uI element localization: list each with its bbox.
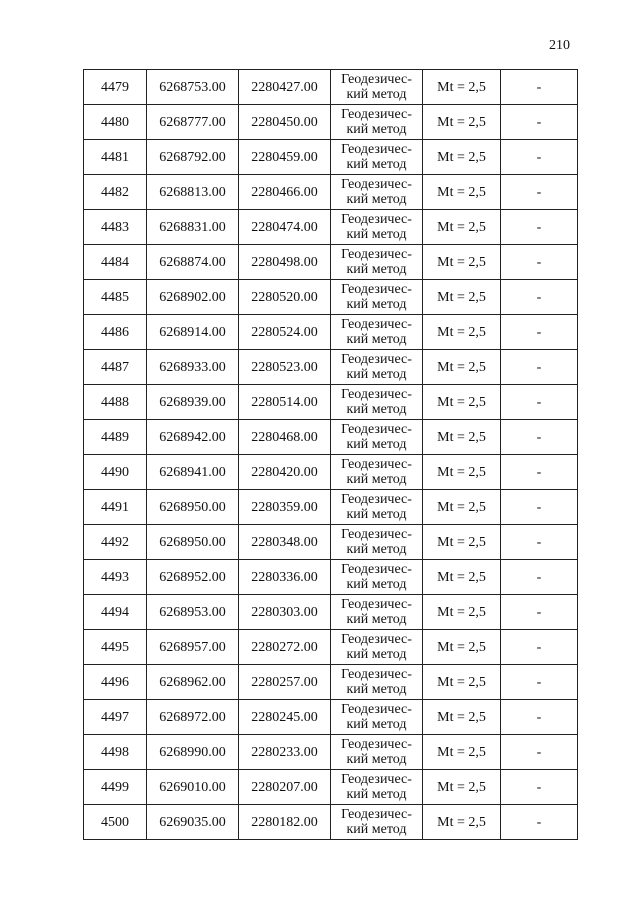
x-coordinate-cell: 6268753.00 [147,70,239,105]
method-cell: Геодезичес- кий метод [331,805,423,840]
point-number-cell: 4479 [84,70,147,105]
note-cell: - [501,525,578,560]
accuracy-cell: Mt = 2,5 [423,315,501,350]
method-cell: Геодезичес- кий метод [331,560,423,595]
method-cell: Геодезичес- кий метод [331,175,423,210]
x-coordinate-cell: 6268777.00 [147,105,239,140]
method-cell: Геодезичес- кий метод [331,105,423,140]
y-coordinate-cell: 2280523.00 [239,350,331,385]
point-number-cell: 4487 [84,350,147,385]
y-coordinate-cell: 2280272.00 [239,630,331,665]
method-cell: Геодезичес- кий метод [331,350,423,385]
method-cell: Геодезичес- кий метод [331,770,423,805]
y-coordinate-cell: 2280207.00 [239,770,331,805]
point-number-cell: 4498 [84,735,147,770]
accuracy-cell: Mt = 2,5 [423,210,501,245]
note-cell: - [501,280,578,315]
y-coordinate-cell: 2280182.00 [239,805,331,840]
table-row [84,175,578,210]
y-coordinate-cell: 2280359.00 [239,490,331,525]
y-coordinate-cell: 2280498.00 [239,245,331,280]
note-cell: - [501,245,578,280]
point-number-cell: 4496 [84,665,147,700]
point-number-cell: 4494 [84,595,147,630]
x-coordinate-cell: 6268914.00 [147,315,239,350]
accuracy-cell: Mt = 2,5 [423,280,501,315]
y-coordinate-cell: 2280524.00 [239,315,331,350]
method-cell: Геодезичес- кий метод [331,700,423,735]
table-row [84,350,578,385]
point-number-cell: 4489 [84,420,147,455]
table-row [84,140,578,175]
note-cell: - [501,420,578,455]
x-coordinate-cell: 6268957.00 [147,630,239,665]
method-cell: Геодезичес- кий метод [331,210,423,245]
x-coordinate-cell: 6268990.00 [147,735,239,770]
note-cell: - [501,770,578,805]
x-coordinate-cell: 6268950.00 [147,525,239,560]
accuracy-cell: Mt = 2,5 [423,175,501,210]
table-row [84,630,578,665]
x-coordinate-cell: 6268813.00 [147,175,239,210]
method-cell: Геодезичес- кий метод [331,70,423,105]
y-coordinate-cell: 2280514.00 [239,385,331,420]
x-coordinate-cell: 6269010.00 [147,770,239,805]
table-row [84,420,578,455]
table-row [84,455,578,490]
table-row [84,525,578,560]
table-row [84,560,578,595]
x-coordinate-cell: 6268939.00 [147,385,239,420]
y-coordinate-cell: 2280474.00 [239,210,331,245]
method-cell: Геодезичес- кий метод [331,280,423,315]
note-cell: - [501,490,578,525]
table-row [84,245,578,280]
method-cell: Геодезичес- кий метод [331,490,423,525]
table-row [84,490,578,525]
accuracy-cell: Mt = 2,5 [423,700,501,735]
point-number-cell: 4485 [84,280,147,315]
x-coordinate-cell: 6268972.00 [147,700,239,735]
note-cell: - [501,140,578,175]
point-number-cell: 4482 [84,175,147,210]
accuracy-cell: Mt = 2,5 [423,735,501,770]
table-row [84,735,578,770]
y-coordinate-cell: 2280348.00 [239,525,331,560]
note-cell: - [501,700,578,735]
point-number-cell: 4481 [84,140,147,175]
accuracy-cell: Mt = 2,5 [423,455,501,490]
point-number-cell: 4484 [84,245,147,280]
y-coordinate-cell: 2280245.00 [239,700,331,735]
table-row [84,315,578,350]
accuracy-cell: Mt = 2,5 [423,245,501,280]
method-cell: Геодезичес- кий метод [331,665,423,700]
point-number-cell: 4486 [84,315,147,350]
y-coordinate-cell: 2280520.00 [239,280,331,315]
coordinates-table [83,69,578,840]
x-coordinate-cell: 6268792.00 [147,140,239,175]
table-row [84,770,578,805]
note-cell: - [501,630,578,665]
x-coordinate-cell: 6268953.00 [147,595,239,630]
x-coordinate-cell: 6268962.00 [147,665,239,700]
note-cell: - [501,175,578,210]
table-row [84,105,578,140]
note-cell: - [501,315,578,350]
accuracy-cell: Mt = 2,5 [423,665,501,700]
table-row [84,595,578,630]
note-cell: - [501,735,578,770]
accuracy-cell: Mt = 2,5 [423,385,501,420]
point-number-cell: 4488 [84,385,147,420]
point-number-cell: 4480 [84,105,147,140]
point-number-cell: 4497 [84,700,147,735]
x-coordinate-cell: 6268950.00 [147,490,239,525]
page-number: 210 [549,38,570,53]
note-cell: - [501,350,578,385]
method-cell: Геодезичес- кий метод [331,455,423,490]
y-coordinate-cell: 2280233.00 [239,735,331,770]
method-cell: Геодезичес- кий метод [331,630,423,665]
table-row [84,665,578,700]
note-cell: - [501,455,578,490]
table-row [84,385,578,420]
method-cell: Геодезичес- кий метод [331,420,423,455]
note-cell: - [501,665,578,700]
method-cell: Геодезичес- кий метод [331,525,423,560]
x-coordinate-cell: 6268831.00 [147,210,239,245]
x-coordinate-cell: 6268941.00 [147,455,239,490]
point-number-cell: 4483 [84,210,147,245]
point-number-cell: 4495 [84,630,147,665]
table-row [84,70,578,105]
accuracy-cell: Mt = 2,5 [423,140,501,175]
y-coordinate-cell: 2280257.00 [239,665,331,700]
point-number-cell: 4492 [84,525,147,560]
table-body [84,70,578,840]
note-cell: - [501,805,578,840]
x-coordinate-cell: 6268952.00 [147,560,239,595]
table-row [84,280,578,315]
y-coordinate-cell: 2280336.00 [239,560,331,595]
x-coordinate-cell: 6268902.00 [147,280,239,315]
accuracy-cell: Mt = 2,5 [423,525,501,560]
note-cell: - [501,105,578,140]
accuracy-cell: Mt = 2,5 [423,805,501,840]
accuracy-cell: Mt = 2,5 [423,70,501,105]
x-coordinate-cell: 6268874.00 [147,245,239,280]
x-coordinate-cell: 6268942.00 [147,420,239,455]
method-cell: Геодезичес- кий метод [331,245,423,280]
note-cell: - [501,210,578,245]
note-cell: - [501,560,578,595]
y-coordinate-cell: 2280450.00 [239,105,331,140]
x-coordinate-cell: 6269035.00 [147,805,239,840]
y-coordinate-cell: 2280466.00 [239,175,331,210]
point-number-cell: 4491 [84,490,147,525]
note-cell: - [501,595,578,630]
method-cell: Геодезичес- кий метод [331,140,423,175]
accuracy-cell: Mt = 2,5 [423,595,501,630]
method-cell: Геодезичес- кий метод [331,315,423,350]
table-row [84,805,578,840]
table-row [84,210,578,245]
accuracy-cell: Mt = 2,5 [423,490,501,525]
y-coordinate-cell: 2280420.00 [239,455,331,490]
accuracy-cell: Mt = 2,5 [423,630,501,665]
point-number-cell: 4500 [84,805,147,840]
y-coordinate-cell: 2280427.00 [239,70,331,105]
y-coordinate-cell: 2280459.00 [239,140,331,175]
accuracy-cell: Mt = 2,5 [423,350,501,385]
point-number-cell: 4493 [84,560,147,595]
point-number-cell: 4490 [84,455,147,490]
method-cell: Геодезичес- кий метод [331,735,423,770]
method-cell: Геодезичес- кий метод [331,385,423,420]
point-number-cell: 4499 [84,770,147,805]
note-cell: - [501,385,578,420]
x-coordinate-cell: 6268933.00 [147,350,239,385]
accuracy-cell: Mt = 2,5 [423,105,501,140]
note-cell: - [501,70,578,105]
method-cell: Геодезичес- кий метод [331,595,423,630]
accuracy-cell: Mt = 2,5 [423,770,501,805]
accuracy-cell: Mt = 2,5 [423,420,501,455]
y-coordinate-cell: 2280468.00 [239,420,331,455]
table-row [84,700,578,735]
y-coordinate-cell: 2280303.00 [239,595,331,630]
accuracy-cell: Mt = 2,5 [423,560,501,595]
